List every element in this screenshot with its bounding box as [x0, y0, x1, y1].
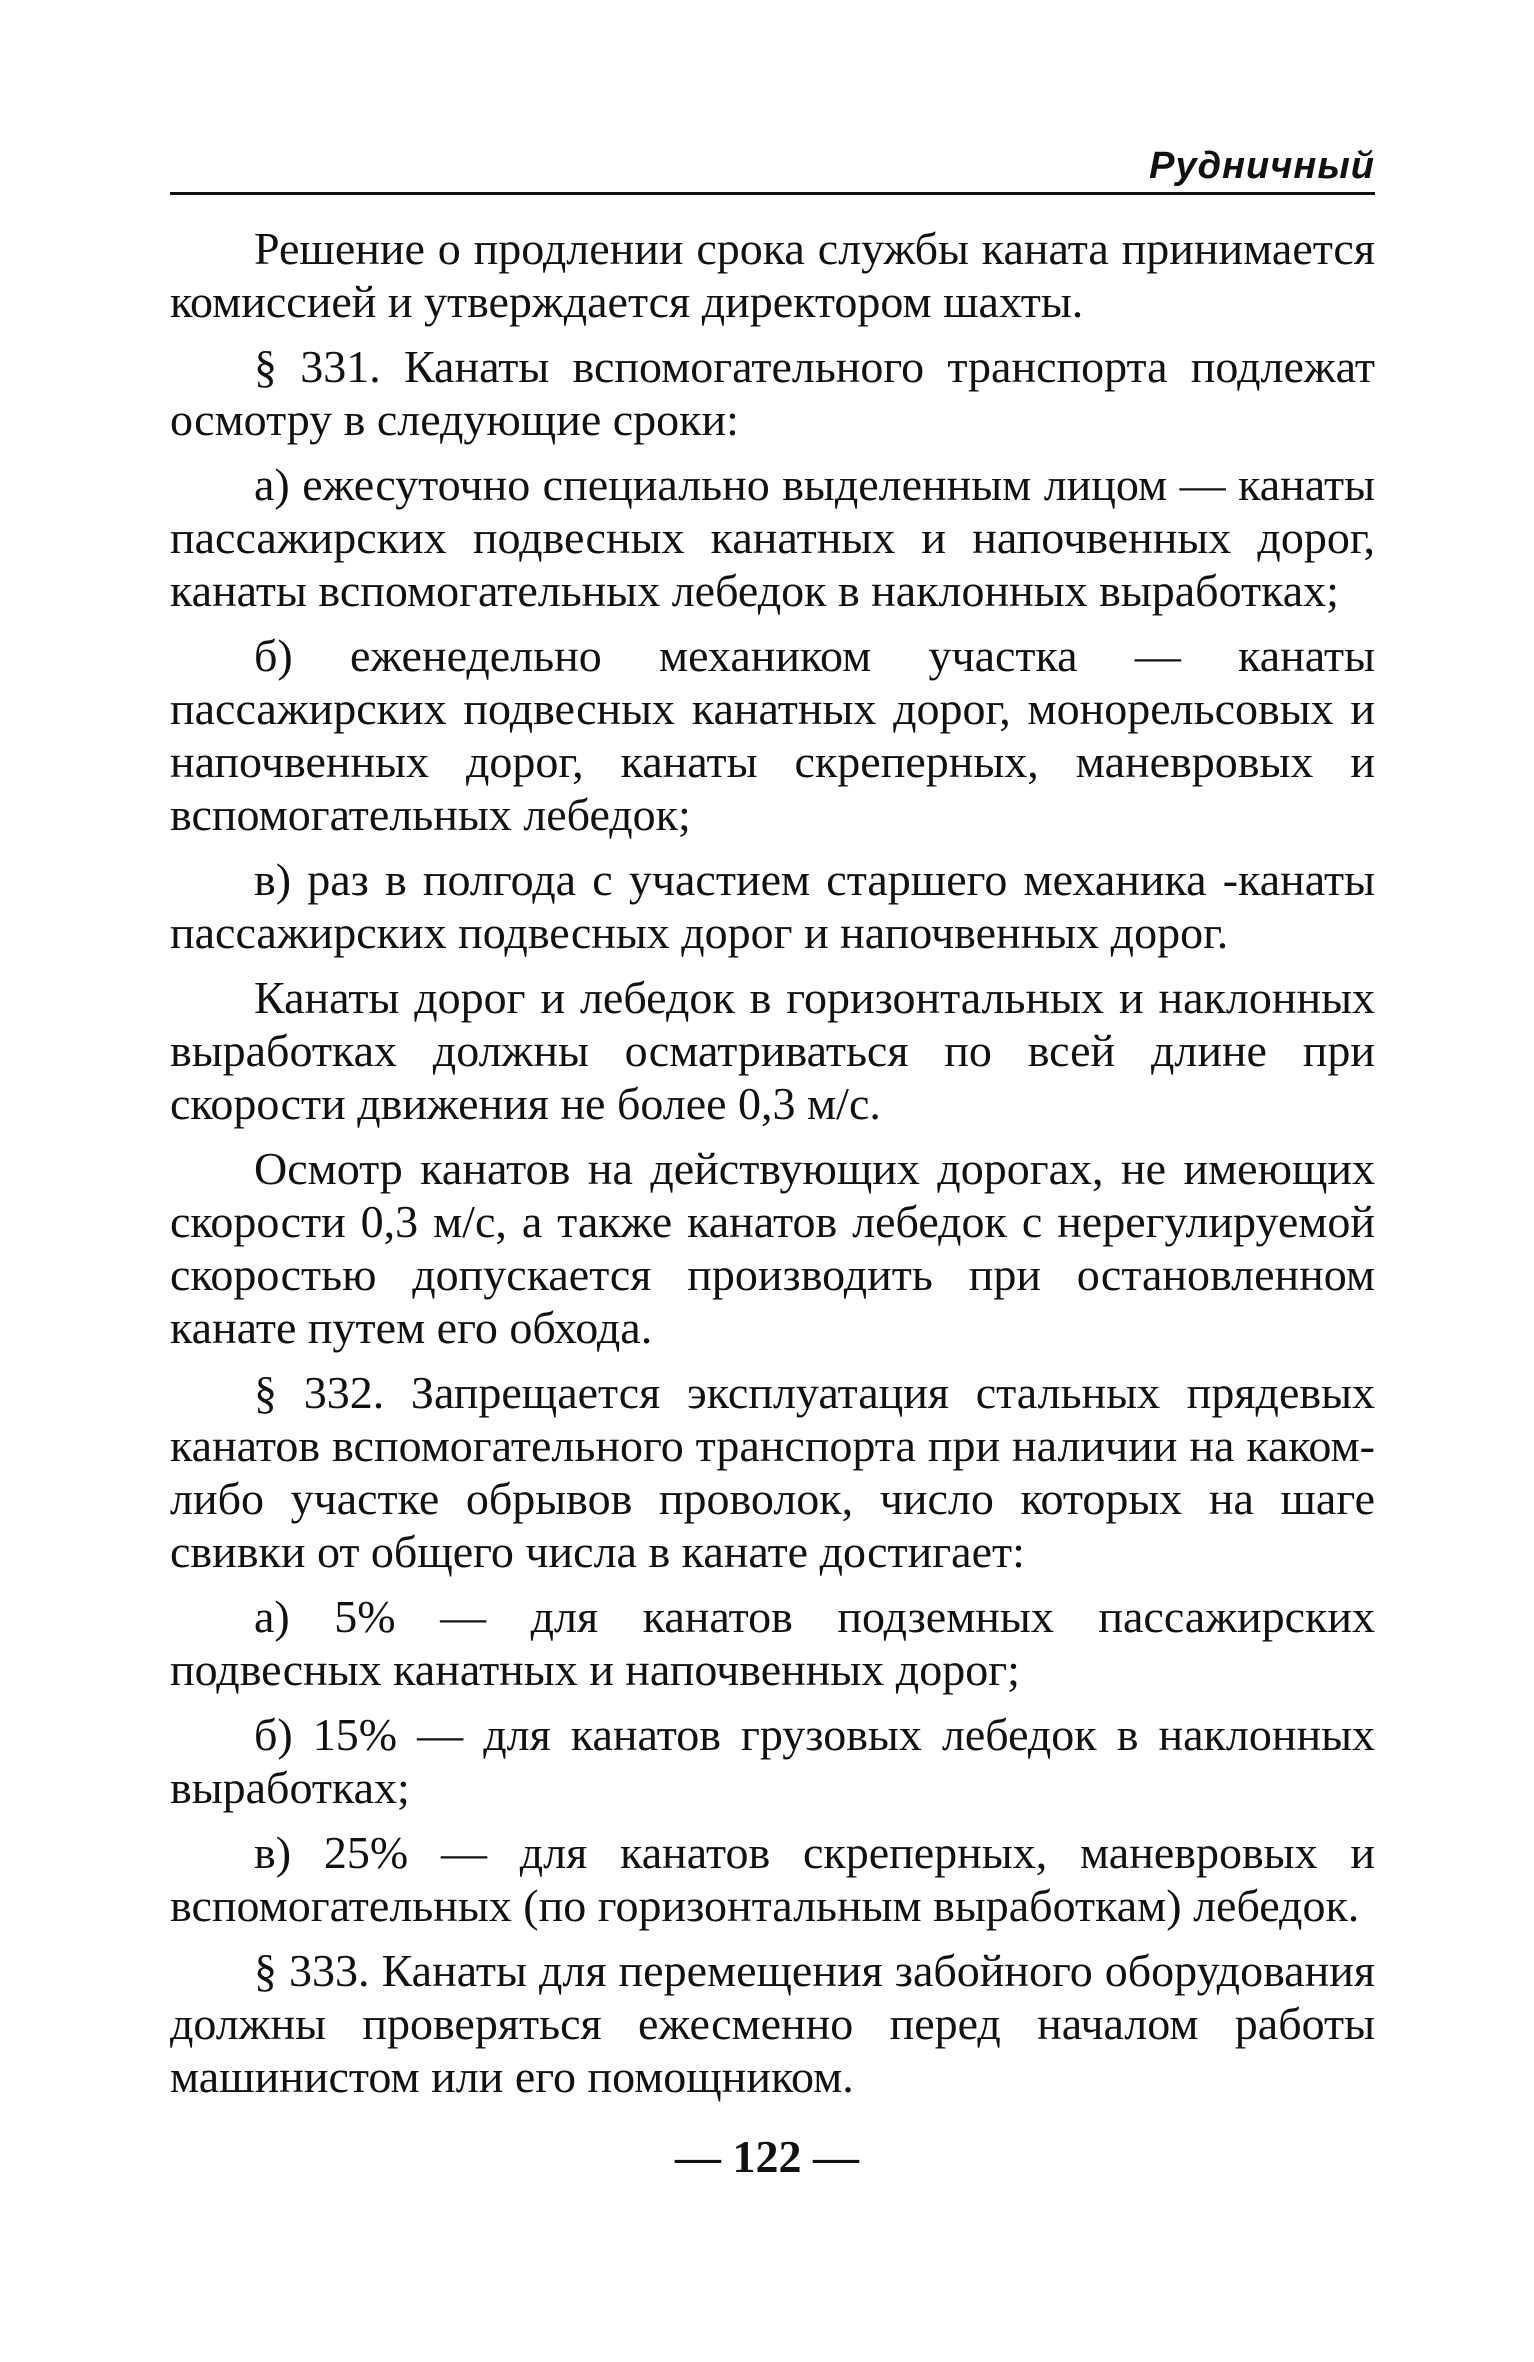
list-item-b: б) 15% — для канатов грузовых лебедок в наклонных выработках; [170, 1709, 1375, 1813]
body-text [170, 222, 1375, 2115]
list-item-v: в) раз в полгода с участием старшего механика -канаты пассажирских подвесных дорог и напочвенных дорог. [170, 854, 1375, 958]
list-item-b: б) еженедельно механиком участка — канаты пассажирских подвесных канатных дорог, монорельсовых и напочвенных дорог, канаты скреперных, маневровых и вспомогательных лебедок; [170, 630, 1375, 840]
paragraph: Канаты дорог и лебедок в горизонтальных и наклонных выработках должны осматриваться по всей длине при скорости движения не более 0,3 м/с. [170, 972, 1375, 1129]
list-item-v: в) 25% — для канатов скреперных, маневровых и вспомогательных (по горизонтальным выработкам) лебедок. [170, 1827, 1375, 1931]
paragraph-section-331: § 331. Канаты вспомогательного транспорта подлежат осмотру в следующие сроки: [170, 341, 1375, 445]
running-title: Рудничный [1149, 145, 1375, 187]
paragraph-section-332: § 332. Запрещается эксплуатация стальных прядевых канатов вспомогательного транспорта при наличии на каком-либо участке обрывов проволок, число которых на шаге свивки от общего числа в канате достигает: [170, 1367, 1375, 1577]
paragraph: Осмотр канатов на действующих дорогах, не имеющих скорости 0,3 м/с, а также канатов лебедок с нерегулируемой скоростью допускается производить при остановленном канате путем его обхода. [170, 1143, 1375, 1353]
page-header [170, 140, 1375, 195]
page-number: — 122 — [675, 2131, 859, 2182]
list-item-a: а) ежесуточно специально выделенным лицом — канаты пассажирских подвесных канатных и напочвенных дорог, канаты вспомогательных лебедок в наклонных выработках; [170, 459, 1375, 616]
paragraph-section-333: § 333. Канаты для перемещения забойного оборудования должны проверяться ежесменно перед началом работы машинистом или его помощником. [170, 1945, 1375, 2102]
paragraph: Решение о продлении срока службы каната принимается комиссией и утверждается директором шахты. [170, 223, 1375, 327]
list-item-a: а) 5% — для канатов подземных пассажирских подвесных канатных и напочвенных дорог; [170, 1591, 1375, 1695]
